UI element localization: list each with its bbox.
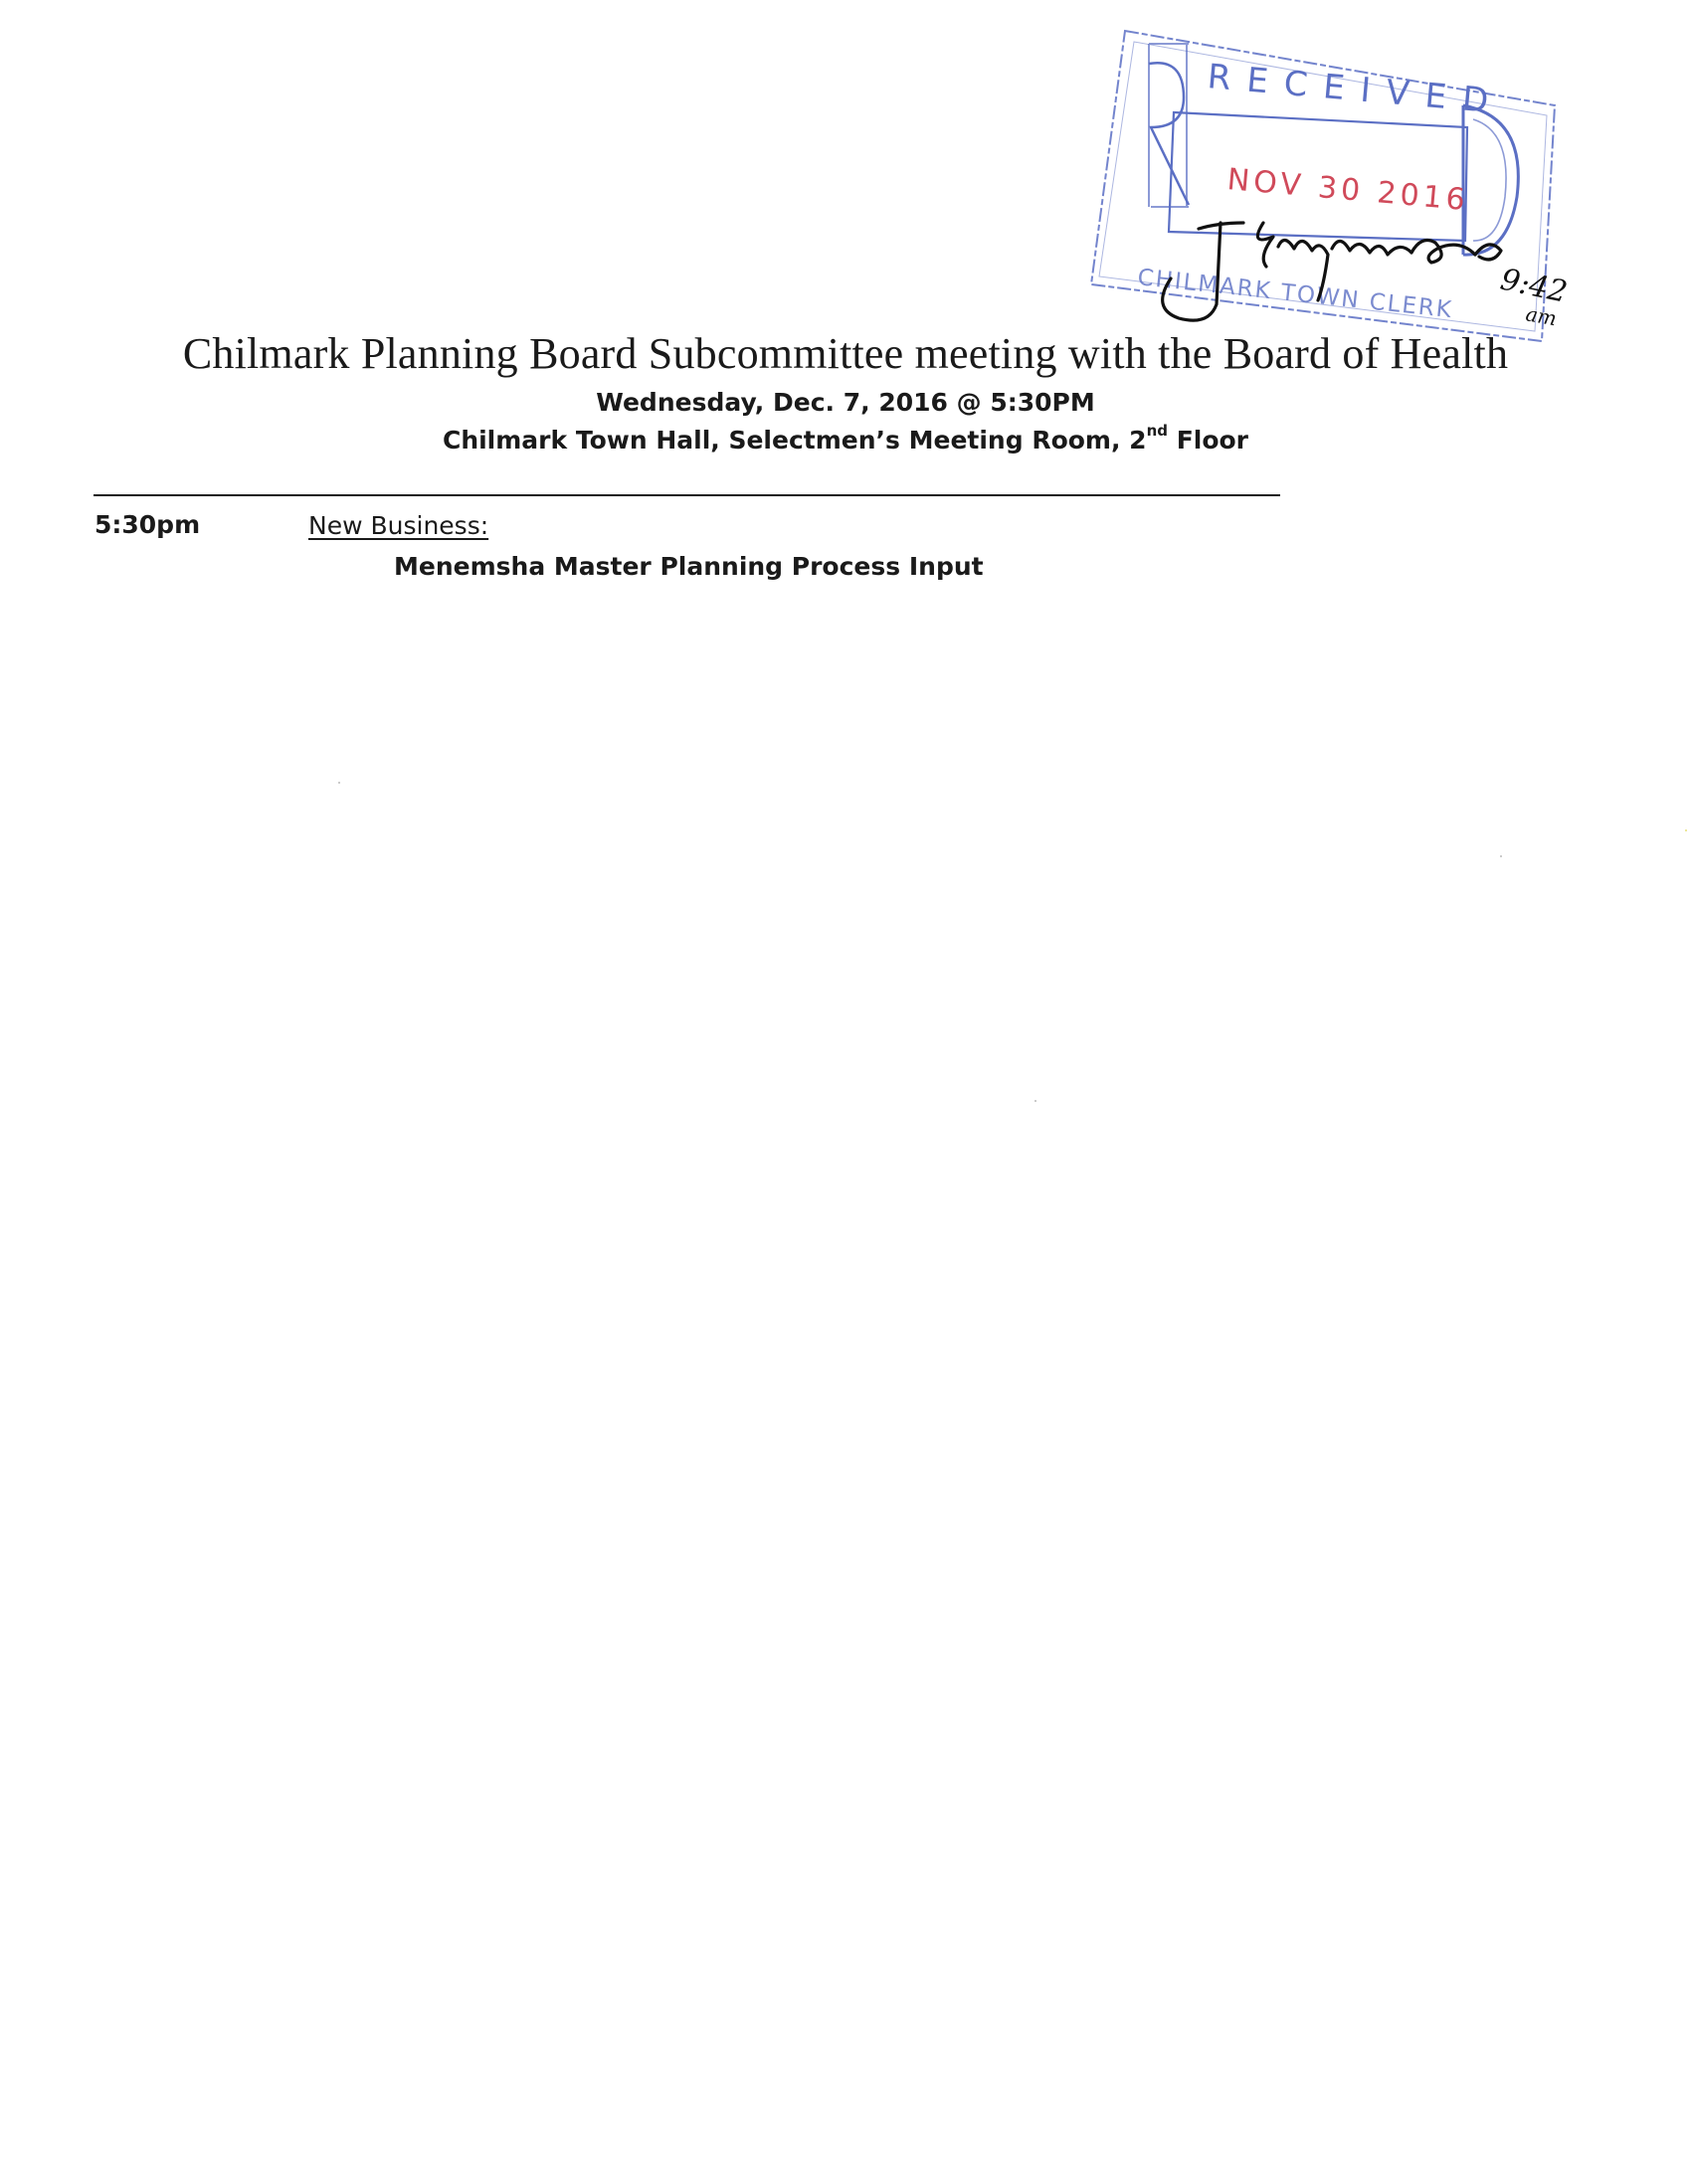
- meeting-title: Chilmark Planning Board Subcommittee meeting with the Board of Health: [182, 329, 1509, 378]
- location-floor: Floor: [1167, 426, 1249, 455]
- meeting-date-time: Wednesday, Dec. 7, 2016 @ 5:30PM: [596, 388, 1095, 417]
- scan-speck: [1500, 855, 1502, 857]
- meeting-location: [0, 421, 1691, 455]
- stamp-heading: RECEIVED: [1206, 57, 1506, 123]
- handwritten-am: am: [1524, 301, 1559, 331]
- received-stamp: [1089, 28, 1571, 346]
- scan-speck: [1034, 1100, 1036, 1102]
- stamp-date: NOV 30 2016: [1225, 162, 1471, 219]
- agenda-time: 5:30pm: [94, 510, 201, 539]
- scan-speck: [338, 782, 340, 784]
- location-ordinal: nd: [1146, 421, 1168, 440]
- agenda-item: Menemsha Master Planning Process Input: [394, 552, 984, 581]
- header-divider: [94, 494, 1280, 496]
- handwritten-time: 9:42: [1497, 262, 1571, 310]
- agenda-section-heading: New Business:: [308, 511, 489, 540]
- scan-speck: [1685, 829, 1687, 831]
- stamp-office: CHILMARK TOWN CLERK: [1136, 265, 1455, 324]
- location-text: Chilmark Town Hall, Selectmen’s Meeting Room, 2: [442, 426, 1147, 455]
